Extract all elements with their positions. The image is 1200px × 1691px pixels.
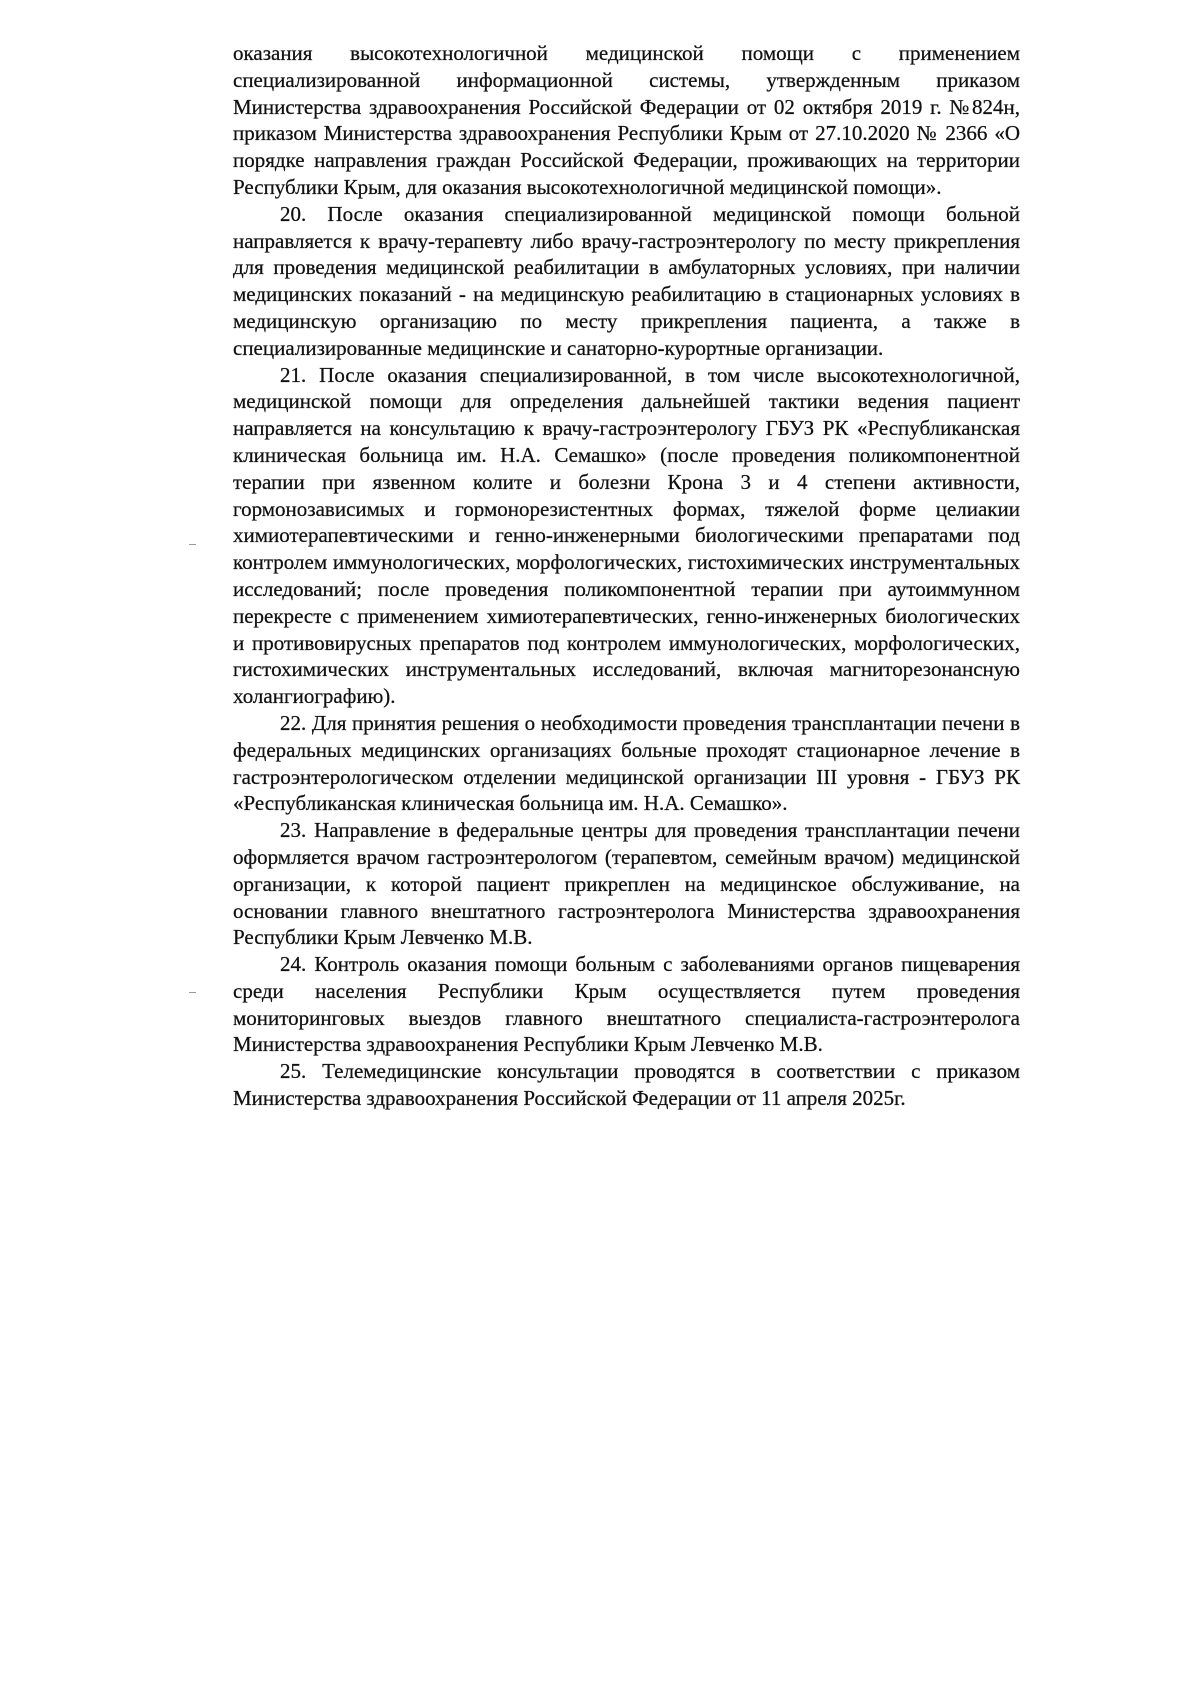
- paragraph-continuation: оказания высокотехнологичной медицинской помощи с применением специализированной информационной системы, утвержденным приказом Министерства здравоохранения Российской Федерации от 02 октября 2019 г. №824н, приказом Министерства здравоохранения Республики Крым от 27.10.2020 № 2366 «О порядке направления граждан Российской Федерации, проживающих на территории Республики Крым, для оказания высокотехнологичной медицинской помощи».: [233, 41, 1020, 199]
- paragraph-24: 24. Контроль оказания помощи больным с заболеваниями органов пищеварения среди населения Республики Крым осуществляется путем проведения мониторинговых выездов главного внештатного специалиста-гастроэнтеролога Министерства здравоохранения Республики Крым Левченко М.В.: [233, 952, 1020, 1057]
- paragraph-20: 20. После оказания специализированной медицинской помощи больной направляется к врачу-терапевту либо врачу-гастроэнтерологу по месту прикрепления для проведения медицинской реабилитации в амбулаторных условиях, при наличии медицинских показаний - на медицинскую реабилитацию в стационарных условиях в медицинскую организацию по месту прикрепления пациента, а также в специализированные медицинские и санаторно-курортные организации.: [233, 201, 1020, 360]
- paragraph-22: 22. Для принятия решения о необходимости проведения трансплантации печени в федеральных медицинских организациях больные проходят стационарное лечение в гастроэнтерологическом отделении медицинской организации III уровня - ГБУЗ РК «Республиканская клиническая больница им. Н.А. Семашко».: [233, 710, 1020, 816]
- document-body: [233, 40, 1020, 1112]
- paragraph-25: 25. Телемедицинские консультации проводятся в соответствии с приказом Министерства здравоохранения Российской Федерации от 11 апреля 2025г.: [233, 1059, 1020, 1111]
- margin-mark: [189, 992, 196, 993]
- margin-mark: [189, 544, 196, 545]
- paragraph-23: 23. Направление в федеральные центры для проведения трансплантации печени оформляется врачом гастроэнтерологом (терапевтом, семейным врачом) медицинской организации, к которой пациент прикреплен на медицинское обслуживание, на основании главного внештатного гастроэнтеролога Министерства здравоохранения Республики Крым Левченко М.В.: [233, 818, 1020, 950]
- paragraph-21: 21. После оказания специализированной, в том числе высокотехнологичной, медицинской помощи для определения дальнейшей тактики ведения пациент направляется на консультацию к врачу-гастроэнтерологу ГБУЗ РК «Республиканская клиническая больница им. Н.А. Семашко» (после проведения поликомпонентной терапии при язвенном колите и болезни Крона 3 и 4 степени активности, гормонозависимых и гормонорезистентных формах, тяжелой форме целиакии химиотерапевтическими и генно-инженерными биологическими препаратами под контролем иммунологических, морфологических, гистохимических инструментальных исследований; после проведения поликомпонентной терапии при аутоиммунном перекресте с применением химиотерапевтических, генно-инженерных биологических и противовирусных препаратов под контролем иммунологических, морфологических, гистохимических инструментальных исследований, включая магниторезонансную холангиографию).: [233, 362, 1020, 709]
